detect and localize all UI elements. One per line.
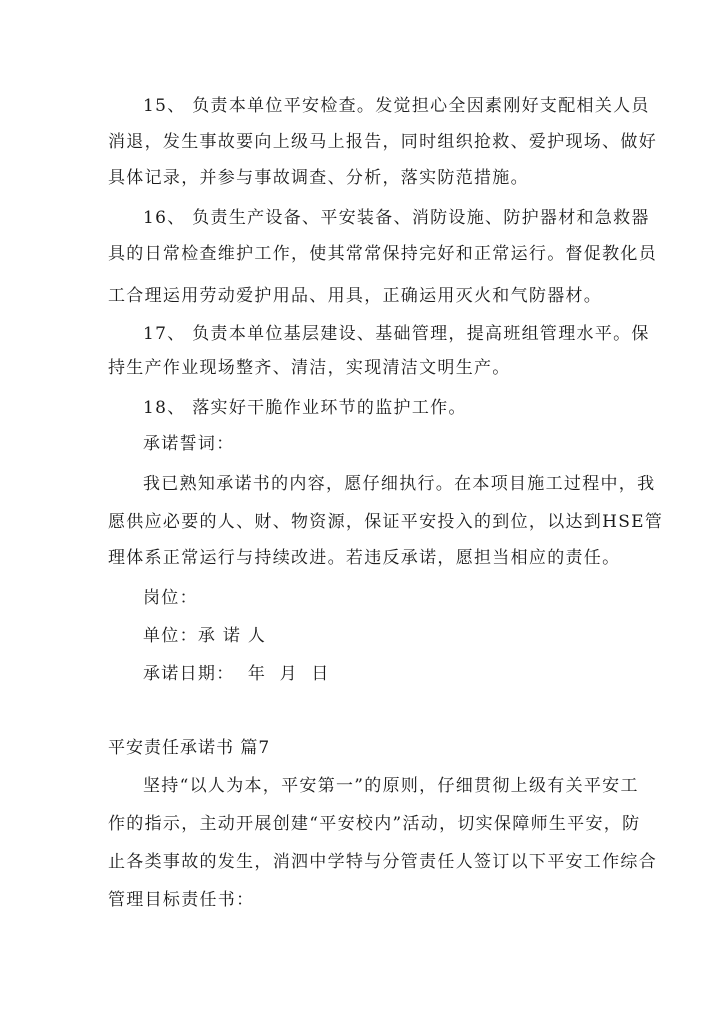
item-16-line-2: 具的日常检查维护工作，使其常常保持完好和正常运行。督促教化员 <box>108 244 657 264</box>
item-15-line-3: 具体记录，并参与事故调查、分析，落实防范措施。 <box>108 168 529 188</box>
intro-line-2: 作的指示，主动开展创建“平安校内”活动，切实保障师生平安，防 <box>108 814 641 834</box>
item-16-line-3: 工合理运用劳动爱护用品、用具，正确运用灭火和气防器材。 <box>108 286 603 306</box>
intro-line-3: 止各类事故的发生，消泗中学特与分管责任人签订以下平安工作综合 <box>108 852 657 872</box>
intro-line-4: 管理目标责任书： <box>108 890 255 910</box>
item-15-line-1: 15、 负责本单位平安检查。发觉担心全因素刚好支配相关人员 <box>143 96 650 116</box>
intro-line-1: 坚持“以人为本，平安第一”的原则，仔细贯彻上级有关平安工 <box>143 776 639 796</box>
item-17-line-2: 持生产作业现场整齐、清洁，实现清洁文明生产。 <box>108 358 511 378</box>
position-label: 岗位： <box>143 588 198 608</box>
pledge-line-2: 愿供应必要的人、财、物资源，保证平安投入的到位，以达到HSE管 <box>108 512 664 532</box>
pledge-line-3: 理体系正常运行与持续改进。若违反承诺，愿担当相应的责任。 <box>108 548 621 568</box>
unit-label: 单位：承 诺 人 <box>143 626 267 646</box>
pledge-heading: 承诺誓词： <box>143 434 235 454</box>
section-title: 平安责任承诺书 篇7 <box>108 738 271 758</box>
item-18-line-1: 18、 落实好干脆作业环节的监护工作。 <box>143 398 467 418</box>
item-15-line-2: 消退，发生事故要向上级马上报告，同时组织抢救、爱护现场、做好 <box>108 132 657 152</box>
pledge-line-1: 我已熟知承诺书的内容，愿仔细执行。在本项目施工过程中，我 <box>143 474 656 494</box>
item-16-line-1: 16、 负责生产设备、平安装备、消防设施、防护器材和急救器 <box>143 208 650 228</box>
item-17-line-1: 17、 负责本单位基层建设、基础管理，提高班组管理水平。保 <box>143 324 650 344</box>
date-label: 承诺日期： 年 月 日 <box>143 664 330 684</box>
